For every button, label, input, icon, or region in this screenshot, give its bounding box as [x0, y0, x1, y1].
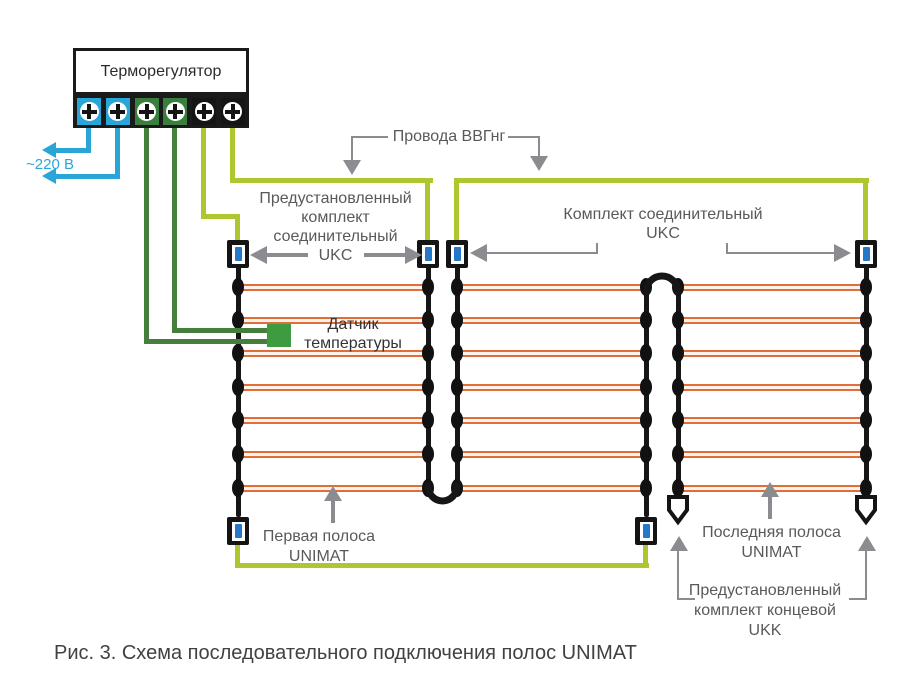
bus-node	[860, 278, 872, 296]
label-line: UKC	[318, 247, 353, 264]
heating-strip	[678, 317, 866, 324]
bus-node	[451, 411, 463, 429]
up-arrow-icon	[670, 536, 688, 551]
ukc-connector	[635, 517, 657, 545]
heating-strip	[678, 417, 866, 424]
sensor-wire-1	[144, 339, 270, 344]
label-line: Комплект соединительный	[563, 206, 763, 223]
label-line: Предустановленный	[688, 582, 842, 599]
heating-strip	[457, 317, 646, 324]
bus-node	[422, 311, 434, 329]
bus-node	[860, 378, 872, 396]
terminal-2-blue	[106, 98, 130, 125]
ukc-connector	[446, 240, 468, 268]
ukc-connector-window	[451, 245, 464, 264]
bus-node	[672, 378, 684, 396]
terminal-4-green	[163, 98, 187, 125]
label-line: Последняя полоса	[702, 524, 841, 541]
thermostat-box	[73, 48, 249, 95]
sensor-label	[294, 315, 412, 353]
top-wires-label: Провода ВВГнг	[392, 128, 506, 145]
bus-node	[451, 445, 463, 463]
bus-node	[232, 479, 244, 497]
bus-node	[672, 411, 684, 429]
heating-strip	[678, 451, 866, 458]
terminal-5-black	[192, 98, 216, 125]
callout-line	[726, 252, 834, 254]
sensor-wire-1	[144, 128, 149, 344]
bus-node	[422, 378, 434, 396]
ukk-end-cap	[857, 497, 875, 522]
power-wire-terminal6	[230, 178, 433, 183]
mains-wire-2	[54, 174, 118, 179]
arrow-shaft	[331, 499, 335, 523]
heating-strip	[457, 384, 646, 391]
bus-node	[860, 411, 872, 429]
bus-node	[672, 278, 684, 296]
last-strip-label	[693, 523, 850, 563]
label-line: температуры	[304, 335, 402, 352]
screw-icon	[166, 102, 185, 121]
bus-node	[640, 445, 652, 463]
label-line: UKC	[646, 225, 680, 242]
mains-wire-1	[54, 148, 89, 153]
bus-node	[640, 344, 652, 362]
bus-node	[232, 344, 244, 362]
terminal-strip	[73, 95, 249, 128]
screw-icon	[80, 102, 99, 121]
heating-strip	[678, 284, 866, 291]
sensor-wire-2	[172, 328, 270, 333]
label-line: комплект	[301, 209, 370, 226]
mains-wire-2	[115, 128, 120, 179]
ukc-connector	[855, 240, 877, 268]
screw-icon	[108, 102, 127, 121]
power-wire-link-top	[454, 180, 459, 242]
power-wire-link-bottom	[643, 545, 648, 568]
screw-icon	[137, 102, 156, 121]
figure-caption: Рис. 3. Схема последовательного подключения полос UNIMAT	[54, 642, 637, 664]
heating-strip	[238, 284, 428, 291]
bus-node	[451, 344, 463, 362]
power-wire-terminal5	[201, 128, 206, 218]
power-wire-link-top	[454, 178, 869, 183]
bus-node	[640, 479, 652, 497]
down-arrow-icon	[530, 156, 548, 171]
heating-strip	[457, 485, 646, 492]
heating-strip	[457, 284, 646, 291]
ukc-connector-window	[860, 245, 873, 264]
power-wire-terminal6	[230, 128, 235, 183]
bus-node	[640, 378, 652, 396]
bus-node	[640, 411, 652, 429]
sensor-wire-2	[172, 128, 177, 333]
terminal-1-blue	[77, 98, 101, 125]
label-line: UKK	[748, 622, 782, 639]
right-arrow-icon	[834, 244, 851, 262]
bus-node	[860, 344, 872, 362]
heating-strip	[238, 384, 428, 391]
label-line: Первая полоса	[262, 528, 376, 545]
end-kit-label	[660, 581, 870, 641]
terminal-3-green	[135, 98, 159, 125]
bus-node	[232, 411, 244, 429]
temperature-sensor	[267, 324, 291, 347]
bus-node	[422, 278, 434, 296]
ukc-connector-contact	[454, 247, 461, 261]
bus-node	[451, 278, 463, 296]
bus-node	[422, 445, 434, 463]
bus-node	[672, 445, 684, 463]
screw-icon	[223, 102, 242, 121]
label-line: UNIMAT	[288, 548, 350, 565]
heating-strip	[457, 350, 646, 357]
up-arrow-icon	[761, 482, 779, 497]
ukc-connector-window	[640, 522, 653, 541]
bus-node	[451, 479, 463, 497]
down-arrow-icon	[343, 160, 361, 175]
label-line: Датчик	[327, 316, 379, 333]
up-arrow-icon	[858, 536, 876, 551]
first-strip-label	[240, 527, 398, 567]
bus-node	[232, 311, 244, 329]
heating-strip	[457, 451, 646, 458]
label-line: UNIMAT	[741, 544, 802, 561]
bus-node	[860, 479, 872, 497]
heating-strip	[238, 451, 428, 458]
bus-node	[640, 311, 652, 329]
bus-node	[672, 479, 684, 497]
ukk-end-cap	[669, 497, 687, 522]
ukc-connector-contact	[643, 524, 650, 538]
bus-node	[451, 378, 463, 396]
bus-node	[672, 311, 684, 329]
screw-icon	[195, 102, 214, 121]
callout-line	[538, 136, 540, 156]
bus-node	[860, 445, 872, 463]
up-arrow-icon	[324, 486, 342, 501]
bus-node	[860, 311, 872, 329]
label-line: Предустановленный	[259, 190, 412, 207]
label-line: комплект концевой	[694, 602, 836, 619]
heating-strip	[678, 350, 866, 357]
bus-node	[422, 479, 434, 497]
thermostat-title: Терморегулятор	[100, 62, 222, 80]
bus-node	[672, 344, 684, 362]
bus-node	[640, 278, 652, 296]
heating-strip	[238, 417, 428, 424]
bus-node	[232, 378, 244, 396]
left-arrow-icon	[470, 244, 487, 262]
bus-node	[232, 278, 244, 296]
callout-line	[351, 136, 353, 160]
heating-strip	[678, 384, 866, 391]
preinstalled-ukc-label	[238, 189, 433, 265]
arrow-shaft	[768, 495, 772, 519]
label-line: соединительный	[273, 228, 398, 245]
connection-kit-label	[560, 205, 766, 243]
bus-node	[422, 411, 434, 429]
heating-strip	[457, 417, 646, 424]
voltage-label: ~220 В	[26, 156, 74, 173]
terminal-row	[77, 98, 245, 125]
terminal-6-black	[221, 98, 245, 125]
bus-node	[232, 445, 244, 463]
power-wire-link-top	[863, 180, 868, 242]
bus-node	[422, 344, 434, 362]
ukc-connector-contact	[863, 247, 870, 261]
callout-line	[486, 252, 598, 254]
bus-node	[451, 311, 463, 329]
